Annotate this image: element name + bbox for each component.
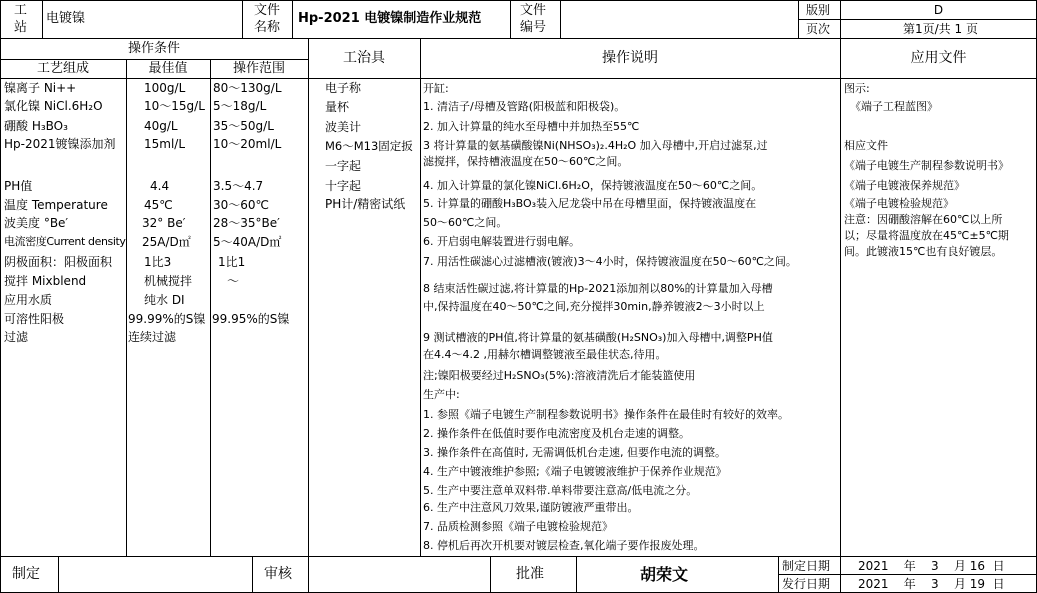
tool-item: 十字起 (325, 179, 362, 193)
op-line: 注;镍阳极要经过H₂SNO₃(5%):溶液清洗后才能装篮使用 (423, 369, 696, 382)
cond-range: 30～60℃ (213, 198, 270, 212)
page-value: 第1页/共 1 页 (903, 22, 978, 36)
cond-range: 5～18g/L (213, 99, 267, 113)
op-line: 滤搅拌，保持槽液温度在50～60℃之间。 (423, 155, 629, 168)
cond-best: 连续过滤 (128, 330, 177, 344)
cond-name: 过滤 (4, 330, 29, 344)
cond-best: 99.99%的S镍 (128, 312, 206, 326)
issue-date-value: 2021 年 3 月 19 日 (858, 577, 1005, 591)
issue-date-label: 发行日期 (782, 577, 831, 591)
tool-item: M6～M13固定扳 (325, 139, 413, 153)
cond-best: 机械搅拌 (144, 274, 193, 288)
op-line: 2. 加入计算量的纯水至母槽中并加热至55℃ (423, 120, 640, 133)
made-by-label: 制定 (12, 566, 40, 582)
doc-line: 间。此镀液15℃也有良好镀层。 (844, 245, 1003, 258)
cond-name: 阴极面积：阳极面积 (4, 255, 113, 269)
station-label-top: 工 (14, 3, 28, 18)
op-line: 生产中: (423, 388, 460, 401)
cond-range: 5～40A/D㎡ (213, 235, 282, 249)
cond-best: 4.4 (150, 179, 170, 193)
doc-line: 图示: (844, 82, 870, 95)
cond-name: 氯化镍 NiCl.6H₂O (4, 99, 103, 113)
op-line: 1. 参照《端子电镀生产制程参数说明书》操作条件在最佳时有较好的效率。 (423, 408, 789, 421)
cond-range: 10～20ml/L (213, 137, 282, 151)
doc-line: 《端子电镀生产制程参数说明书》 (844, 159, 1009, 172)
op-line: 4. 生产中镀液维护参照;《端子电镀镀液维护于保养作业规范》 (423, 465, 727, 478)
approver-name: 胡荣文 (640, 565, 689, 584)
doc-name-value: Hp-2021 电镀镍制造作业规范 (298, 11, 482, 26)
cond-best: 32° Be′ (142, 216, 186, 230)
cond-range: 35～50g/L (213, 119, 274, 133)
tools-title: 工治具 (343, 50, 385, 66)
cond-name: 硼酸 H₃BO₃ (4, 119, 68, 133)
op-line: 9 测试槽液的PH值,将计算量的氨基磺酸(H₂SNO₃)加入母槽中,调整PH值 (423, 331, 773, 344)
cond-best: 纯水 DI (144, 293, 185, 307)
op-line: 开缸: (423, 82, 449, 95)
cond-name: 镍离子 Ni++ (4, 81, 77, 95)
cond-range: ～ (227, 274, 240, 288)
doc-no-label-bottom: 编号 (520, 20, 547, 35)
operation-title: 操作说明 (602, 50, 658, 66)
op-line: 在4.4～4.2 ,用赫尔槽调整镀液至最佳状态,待用。 (423, 348, 667, 361)
cond-best: 25A/D㎡ (142, 235, 191, 249)
cond-best: 15ml/L (144, 137, 186, 151)
version-label: 版别 (806, 3, 831, 17)
tool-item: 量杯 (325, 100, 350, 114)
cond-name: PH值 (4, 179, 33, 193)
cond-name: 波美度 °Be′ (4, 216, 69, 230)
cond-range: 28～35°Be′ (213, 216, 280, 230)
cond-range: 99.95%的S镍 (212, 312, 290, 326)
doc-line: 《端子电镀液保养规范》 (844, 179, 965, 192)
cond-best: 45℃ (144, 198, 173, 212)
cond-best: 10～15g/L (144, 99, 205, 113)
cond-name: Hp-2021镀镍添加剂 (4, 137, 116, 151)
col-range-header: 操作范围 (232, 61, 285, 76)
approve-label: 批准 (516, 566, 544, 582)
doc-line: 相应文件 (844, 139, 888, 152)
op-line: 50～60℃之间。 (423, 216, 508, 229)
op-line: 8 结束活性碳过滤,将计算量的Hp-2021添加剂以80%的计算量加入母槽 (423, 282, 773, 295)
cond-name: 搅拌 Mixblend (4, 274, 87, 288)
made-date-label: 制定日期 (782, 559, 831, 573)
op-line: 8. 停机后再次开机要对镀层检查,氧化端子要作报废处理。 (423, 539, 705, 552)
cond-name: 电流密度Current density (4, 235, 126, 248)
doc-name-label-bottom: 名称 (254, 20, 281, 35)
op-line: 7. 用活性碳滤心过滤槽液(镀液)3～4小时，保持镀液温度在50～60℃之间。 (423, 255, 797, 268)
op-line: 7. 品质检测参照《端子电镀检验规范》 (423, 520, 613, 533)
op-line: 2. 操作条件在低值时要作电流密度及机台走速的调整。 (423, 427, 690, 440)
tool-item: 一字起 (325, 159, 362, 173)
tool-item: 电子称 (325, 81, 362, 95)
op-line: 6. 生产中注意风刀效果,谨防镀液严重带出。 (423, 501, 639, 514)
doc-line: 注意：因硼酸溶解在60℃以上所 (844, 213, 1003, 226)
doc-line: 以；尽量将温度放在45℃±5℃期 (844, 229, 1009, 242)
col-component-header: 工艺组成 (36, 61, 89, 76)
doc-line: 《端子电镀检验规范》 (844, 197, 954, 210)
col-best-header: 最佳值 (148, 61, 188, 76)
op-line: 5. 生产中要注意单双料带.单料带要注意高/低电流之分。 (423, 484, 698, 497)
doc-no-label-top: 文件 (520, 3, 547, 18)
cond-best: 1比3 (144, 255, 172, 269)
cond-range: 80～130g/L (213, 81, 282, 95)
cond-range: 1比1 (218, 255, 246, 269)
review-label: 审核 (264, 566, 292, 582)
op-line: 中,保持温度在40～50℃之间,充分搅拌30min,静养镀液2～3小时以上 (423, 300, 765, 313)
cond-range: 3.5～4.7 (213, 179, 264, 193)
cond-best: 100g/L (144, 81, 186, 95)
op-line: 3. 操作条件在高值时, 无需调低机台走速, 但要作电流的调整。 (423, 446, 726, 459)
doc-line: 《端子工程蓝图》 (850, 100, 938, 113)
op-line: 6. 开启弱电解装置进行弱电解。 (423, 235, 580, 248)
cond-name: 应用水质 (4, 293, 53, 307)
version-value: D (933, 3, 944, 17)
cond-name: 温度 Temperature (4, 198, 108, 212)
documents-title: 应用文件 (910, 50, 967, 66)
cond-best: 40g/L (144, 119, 178, 133)
tool-item: 波美计 (325, 120, 362, 134)
op-line: 4. 加入计算量的氯化镍NiCl.6H₂O，保持镀液温度在50～60℃之间。 (423, 179, 763, 192)
made-date-value: 2021 年 3 月 16 日 (858, 559, 1005, 573)
op-line: 5. 计算量的硼酸H₃BO₃装入尼龙袋中吊在母槽里面，保持镀液温度在 (423, 197, 757, 210)
doc-name-label-top: 文件 (254, 3, 281, 18)
station-label-bottom: 站 (14, 20, 28, 35)
op-line: 3 将计算量的氨基磺酸镍Ni(NHSO₃)₂.4H₂O 加入母槽中,开启过滤泵,过 (423, 139, 768, 152)
cond-name: 可溶性阳极 (4, 312, 65, 326)
page-label: 页次 (806, 22, 831, 36)
tool-item: PH计/精密试纸 (325, 197, 406, 211)
station-value: 电镀镍 (46, 11, 86, 26)
op-line: 1. 清洁子/母槽及管路(阳极蓝和阳极袋)。 (423, 100, 626, 113)
conditions-title: 操作条件 (127, 41, 180, 56)
